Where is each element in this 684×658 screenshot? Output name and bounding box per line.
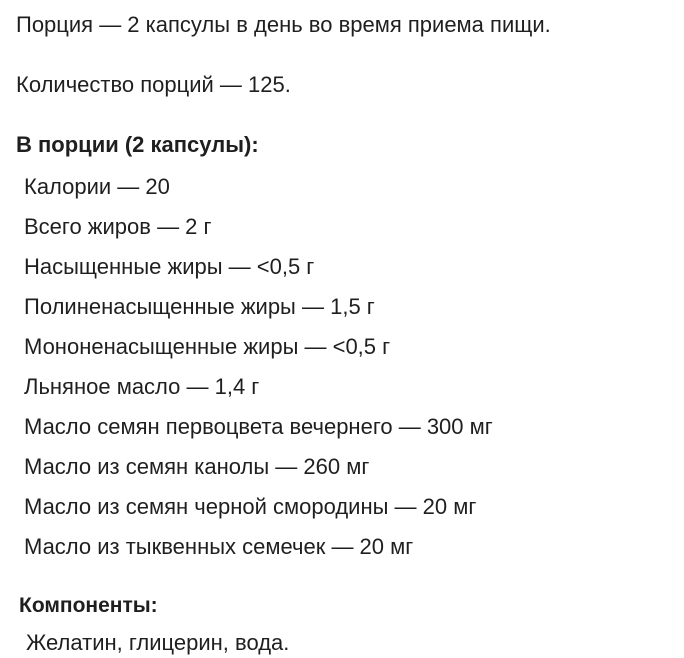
nutrient-calories: Калории — 20 xyxy=(24,174,170,199)
components-heading: Компоненты: xyxy=(19,594,158,617)
nutrient-saturated-fat: Насыщенные жиры — <0,5 г xyxy=(24,254,315,279)
nutrient-total-fat: Всего жиров — 2 г xyxy=(24,214,212,239)
nutrient-flaxseed-oil: Льняное масло — 1,4 г xyxy=(24,374,260,399)
per-serving-heading: В порции (2 капсулы): xyxy=(16,132,259,157)
components-text: Желатин, глицерин, вода. xyxy=(26,630,290,655)
nutrient-pumpkin-seed-oil: Масло из тыквенных семечек — 20 мг xyxy=(24,534,414,559)
nutrient-monounsaturated-fat: Мононенасыщенные жиры — <0,5 г xyxy=(24,334,391,359)
nutrient-blackcurrant-oil: Масло из семян черной смородины — 20 мг xyxy=(24,494,477,519)
servings-count-text: Количество порций — 125. xyxy=(16,72,291,97)
nutrient-polyunsaturated-fat: Полиненасыщенные жиры — 1,5 г xyxy=(24,294,375,319)
nutrient-canola-oil: Масло из семян канолы — 260 мг xyxy=(24,454,370,479)
serving-size-text: Порция — 2 капсулы в день во время приема пищи. xyxy=(16,12,551,37)
nutrient-evening-primrose-oil: Масло семян первоцвета вечернего — 300 мг xyxy=(24,414,493,439)
